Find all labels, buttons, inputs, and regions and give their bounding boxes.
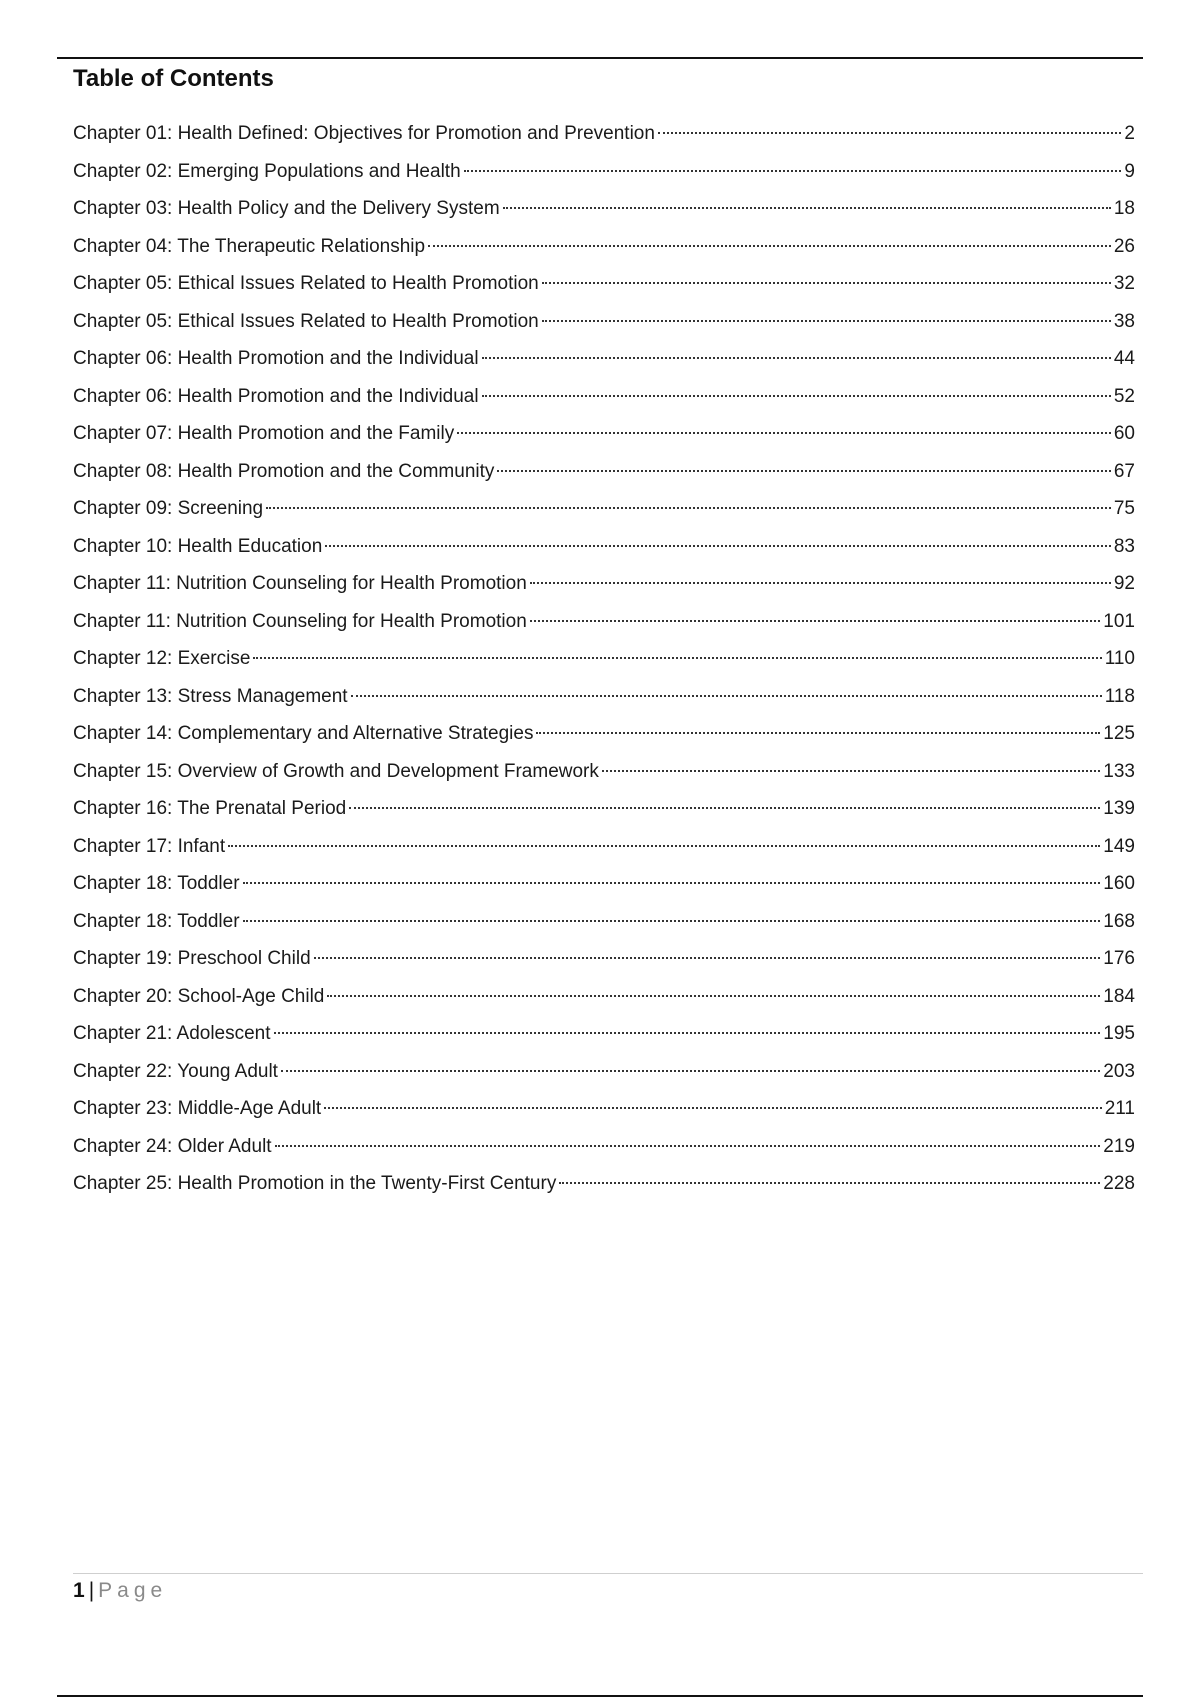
toc-entry[interactable] [73, 978, 1135, 1016]
toc-entry-label[interactable]: Chapter 03: Health Policy and the Delivery System [73, 198, 500, 219]
toc-entry-label[interactable]: Chapter 02: Emerging Populations and Health [73, 160, 461, 182]
toc-entry-label[interactable]: Chapter 23: Middle-Age Adult [73, 1098, 322, 1119]
footer-page-word: Page [98, 1579, 168, 1602]
toc-entry-page-number[interactable]: 83 [1113, 535, 1135, 557]
toc-entry-label[interactable]: Chapter 24: Older Adult [73, 1135, 272, 1157]
toc-entry-label[interactable]: Chapter 20: School-Age Child [73, 985, 325, 1007]
toc-entry-page-number[interactable]: 149 [1103, 835, 1135, 857]
toc-dot-leader [243, 882, 1101, 884]
toc-dot-leader [482, 357, 1111, 359]
toc-entry[interactable] [73, 565, 1135, 603]
toc-entry-page-number[interactable]: 26 [1113, 235, 1135, 257]
toc-dot-leader [658, 132, 1121, 134]
toc-entry-page-number[interactable]: 67 [1113, 460, 1135, 482]
toc-dot-leader [228, 845, 1100, 847]
toc-entry[interactable] [73, 153, 1135, 191]
toc-entry-page-number[interactable]: 52 [1113, 385, 1135, 407]
toc-entry-page-number[interactable]: 203 [1103, 1060, 1135, 1082]
toc-dot-leader [281, 1070, 1100, 1072]
toc-entry-label[interactable]: Chapter 21: Adolescent [73, 1023, 271, 1044]
toc-entry-label[interactable]: Chapter 11: Nutrition Counseling for Health Promotion [73, 610, 527, 632]
toc-dot-leader [559, 1182, 1100, 1184]
toc-entry-label[interactable]: Chapter 16: The Prenatal Period [73, 798, 347, 819]
toc-entry[interactable] [73, 115, 1135, 153]
toc-entry-label[interactable]: Chapter 10: Health Education [73, 535, 323, 557]
toc-entry[interactable] [73, 1053, 1135, 1091]
toc-entry[interactable] [73, 340, 1135, 378]
toc-entry-page-number[interactable]: 38 [1113, 310, 1135, 332]
table-of-contents [73, 63, 1135, 1203]
toc-entry-page-number[interactable]: 118 [1104, 685, 1135, 707]
toc-entry[interactable] [73, 228, 1135, 266]
toc-entry-page-number[interactable]: 139 [1103, 798, 1135, 819]
toc-entry-page-number[interactable]: 101 [1103, 610, 1135, 632]
toc-entry[interactable] [73, 1165, 1135, 1203]
toc-entry-page-number[interactable]: 110 [1104, 648, 1135, 669]
toc-dot-leader [602, 770, 1100, 772]
toc-dot-leader [275, 1145, 1101, 1147]
toc-entry-label[interactable]: Chapter 22: Young Adult [73, 1060, 278, 1082]
toc-entry[interactable] [73, 640, 1135, 678]
toc-entry-label[interactable]: Chapter 17: Infant [73, 835, 226, 857]
toc-entry[interactable] [73, 453, 1135, 491]
toc-entry-page-number[interactable]: 133 [1103, 760, 1135, 782]
toc-dot-leader [482, 395, 1111, 397]
toc-entry-page-number[interactable]: 92 [1113, 573, 1135, 594]
toc-entry[interactable] [73, 828, 1135, 866]
toc-entry-label[interactable]: Chapter 13: Stress Management [73, 685, 348, 707]
toc-entry-page-number[interactable]: 125 [1103, 723, 1135, 744]
toc-entry-page-number[interactable]: 228 [1103, 1173, 1135, 1194]
toc-dot-leader [266, 507, 1111, 509]
toc-dot-leader [542, 320, 1111, 322]
toc-dot-leader [464, 170, 1122, 172]
toc-entry-page-number[interactable]: 211 [1104, 1098, 1135, 1119]
toc-entry[interactable] [73, 265, 1135, 303]
toc-dot-leader [274, 1032, 1101, 1034]
toc-dot-leader [351, 695, 1102, 697]
toc-entry-label[interactable]: Chapter 19: Preschool Child [73, 948, 311, 969]
toc-entry[interactable] [73, 190, 1135, 228]
toc-dot-leader [503, 207, 1111, 209]
toc-entry-label[interactable]: Chapter 14: Complementary and Alternative Strategies [73, 723, 534, 744]
toc-entry[interactable] [73, 528, 1135, 566]
toc-entry-label[interactable]: Chapter 01: Health Defined: Objectives for Promotion and Prevention [73, 123, 655, 144]
toc-entry[interactable] [73, 790, 1135, 828]
footer-separator: | [88, 1579, 95, 1602]
toc-entry[interactable] [73, 1128, 1135, 1166]
toc-entry[interactable] [73, 753, 1135, 791]
toc-entry-page-number[interactable]: 195 [1103, 1023, 1135, 1044]
toc-dot-leader [542, 282, 1111, 284]
page-bottom-border [57, 1695, 1143, 1697]
toc-dot-leader [530, 582, 1111, 584]
toc-dot-leader [243, 920, 1101, 922]
toc-dot-leader [536, 732, 1100, 734]
toc-entry-page-number[interactable]: 176 [1103, 948, 1135, 969]
toc-entry-label[interactable]: Chapter 15: Overview of Growth and Development Framework [73, 760, 599, 782]
toc-entry-label[interactable]: Chapter 08: Health Promotion and the Community [73, 460, 495, 482]
toc-entry[interactable] [73, 303, 1135, 341]
toc-dot-leader [428, 245, 1111, 247]
toc-dot-leader [349, 807, 1100, 809]
toc-entry-page-number[interactable]: 160 [1103, 873, 1135, 894]
toc-entry-page-number[interactable]: 75 [1113, 498, 1135, 519]
toc-entry[interactable] [73, 865, 1135, 903]
toc-dot-leader [530, 620, 1101, 622]
toc-entry-list [73, 115, 1135, 1203]
toc-dot-leader [497, 470, 1110, 472]
toc-entry[interactable] [73, 903, 1135, 941]
toc-dot-leader [253, 657, 1101, 659]
toc-dot-leader [325, 545, 1111, 547]
toc-entry-label[interactable]: Chapter 05: Ethical Issues Related to Health Promotion [73, 310, 539, 332]
toc-entry[interactable] [73, 378, 1135, 416]
toc-dot-leader [324, 1107, 1101, 1109]
toc-entry-label[interactable]: Chapter 07: Health Promotion and the Family [73, 423, 455, 444]
toc-entry-label[interactable]: Chapter 06: Health Promotion and the Individual [73, 385, 479, 407]
toc-entry-page-number[interactable]: 60 [1113, 423, 1135, 444]
toc-dot-leader [457, 432, 1111, 434]
page-footer [73, 1577, 167, 1605]
toc-entry-label[interactable]: Chapter 12: Exercise [73, 648, 251, 669]
toc-entry-label[interactable]: Chapter 11: Nutrition Counseling for Health Promotion [73, 573, 527, 594]
toc-entry-page-number[interactable]: 44 [1113, 348, 1135, 369]
toc-entry-label[interactable]: Chapter 18: Toddler [73, 910, 240, 932]
toc-entry-label[interactable]: Chapter 18: Toddler [73, 873, 240, 894]
toc-entry-label[interactable]: Chapter 06: Health Promotion and the Individual [73, 348, 479, 369]
footer-divider [73, 1573, 1143, 1574]
page-top-border [57, 57, 1143, 59]
toc-entry[interactable] [73, 603, 1135, 641]
toc-entry[interactable] [73, 490, 1135, 528]
toc-entry-label[interactable]: Chapter 09: Screening [73, 498, 264, 519]
toc-entry[interactable] [73, 715, 1135, 753]
toc-dot-leader [314, 957, 1101, 959]
toc-entry-label[interactable]: Chapter 25: Health Promotion in the Twenty-First Century [73, 1173, 557, 1194]
toc-entry-label[interactable]: Chapter 04: The Therapeutic Relationship [73, 235, 426, 257]
toc-entry-page-number[interactable]: 168 [1103, 910, 1135, 932]
toc-entry-page-number[interactable]: 2 [1124, 123, 1135, 144]
toc-entry[interactable] [73, 1015, 1135, 1053]
toc-entry-page-number[interactable]: 184 [1103, 985, 1135, 1007]
toc-entry-page-number[interactable]: 219 [1103, 1135, 1135, 1157]
toc-entry-page-number[interactable]: 18 [1113, 198, 1135, 219]
toc-entry-page-number[interactable]: 9 [1124, 160, 1135, 182]
toc-entry-label[interactable]: Chapter 05: Ethical Issues Related to Health Promotion [73, 273, 539, 294]
toc-entry[interactable] [73, 415, 1135, 453]
toc-entry-page-number[interactable]: 32 [1113, 273, 1135, 294]
toc-entry[interactable] [73, 678, 1135, 716]
footer-page-number: 1 [73, 1579, 85, 1602]
toc-entry[interactable] [73, 1090, 1135, 1128]
toc-title: Table of Contents [73, 65, 274, 92]
toc-dot-leader [327, 995, 1100, 997]
toc-entry[interactable] [73, 940, 1135, 978]
